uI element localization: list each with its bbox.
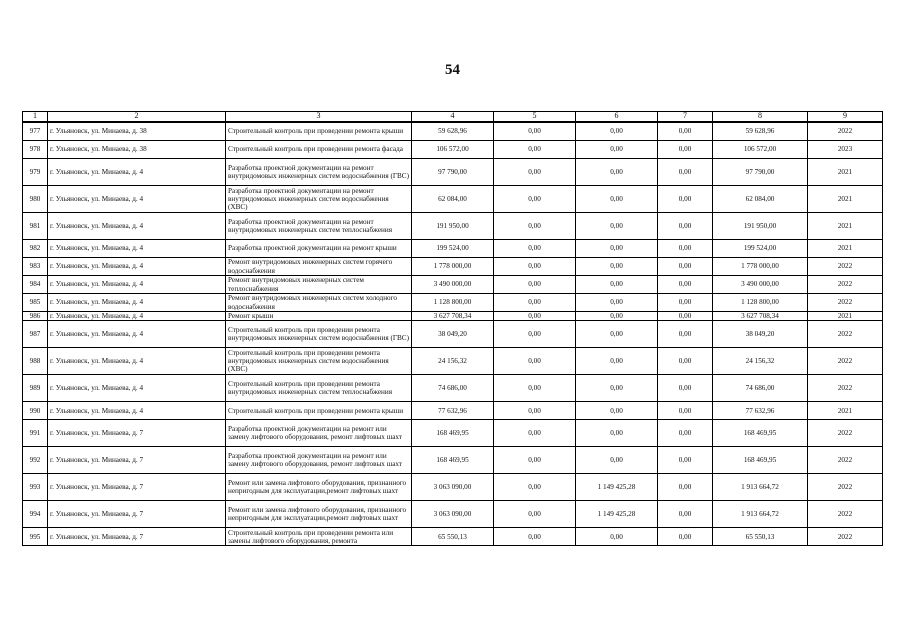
year-cell: 2022 — [808, 294, 883, 312]
budget-cost-cell: 0,00 — [576, 213, 658, 240]
owner-funds-cell: 62 084,00 — [713, 186, 808, 213]
year-cell: 2022 — [808, 348, 883, 375]
table-row — [23, 276, 883, 294]
row-number: 978 — [23, 141, 48, 159]
owner-funds-cell: 3 627 708,34 — [713, 312, 808, 321]
year-cell: 2022 — [808, 321, 883, 348]
total-cost-cell: 65 550,13 — [412, 528, 494, 546]
fund-cost-cell: 0,00 — [494, 122, 576, 141]
budget-cost-cell: 0,00 — [576, 528, 658, 546]
address-cell: г. Ульяновск, ул. Минаева, д. 4 — [48, 186, 226, 213]
owner-funds-cell: 97 790,00 — [713, 159, 808, 186]
table-row — [23, 447, 883, 474]
work-type-cell: Разработка проектной документации на ремонт крыши — [226, 240, 412, 258]
budget-cost-cell: 0,00 — [576, 312, 658, 321]
fund-cost-cell: 0,00 — [494, 402, 576, 420]
header-cell: 2 — [48, 112, 226, 123]
total-cost-cell: 1 128 800,00 — [412, 294, 494, 312]
fund-cost-cell: 0,00 — [494, 312, 576, 321]
local-budget-cell: 0,00 — [658, 294, 713, 312]
header-cell: 4 — [412, 112, 494, 123]
work-type-cell: Строительный контроль при проведении ремонта внутридомовых инженерных систем водоснабжения (ХВС) — [226, 348, 412, 375]
year-cell: 2022 — [808, 528, 883, 546]
owner-funds-cell: 24 156,32 — [713, 348, 808, 375]
row-number: 994 — [23, 501, 48, 528]
year-cell: 2021 — [808, 240, 883, 258]
local-budget-cell: 0,00 — [658, 186, 713, 213]
budget-cost-cell: 0,00 — [576, 276, 658, 294]
budget-cost-cell: 0,00 — [576, 141, 658, 159]
address-cell: г. Ульяновск, ул. Минаева, д. 38 — [48, 122, 226, 141]
work-type-cell: Разработка проектной документации на ремонт внутридомовых инженерных систем теплоснабжения — [226, 213, 412, 240]
local-budget-cell: 0,00 — [658, 122, 713, 141]
table-row — [23, 213, 883, 240]
year-cell: 2022 — [808, 375, 883, 402]
address-cell: г. Ульяновск, ул. Минаева, д. 4 — [48, 375, 226, 402]
header-cell: 1 — [23, 112, 48, 123]
row-number: 981 — [23, 213, 48, 240]
work-type-cell: Строительный контроль при проведении ремонта внутридомовых инженерных систем теплоснабжения — [226, 375, 412, 402]
row-number: 991 — [23, 420, 48, 447]
address-cell: г. Ульяновск, ул. Минаева, д. 7 — [48, 447, 226, 474]
address-cell: г. Ульяновск, ул. Минаева, д. 4 — [48, 276, 226, 294]
owner-funds-cell: 3 490 000,00 — [713, 276, 808, 294]
table-row — [23, 294, 883, 312]
total-cost-cell: 74 686,00 — [412, 375, 494, 402]
budget-cost-cell: 0,00 — [576, 420, 658, 447]
owner-funds-cell: 1 913 664,72 — [713, 474, 808, 501]
work-type-cell: Строительный контроль при проведении ремонта фасада — [226, 141, 412, 159]
header-cell: 5 — [494, 112, 576, 123]
table-row — [23, 258, 883, 276]
owner-funds-cell: 191 950,00 — [713, 213, 808, 240]
table-row — [23, 122, 883, 141]
row-number: 980 — [23, 186, 48, 213]
fund-cost-cell: 0,00 — [494, 294, 576, 312]
address-cell: г. Ульяновск, ул. Минаева, д. 4 — [48, 240, 226, 258]
table-row — [23, 240, 883, 258]
header-cell: 9 — [808, 112, 883, 123]
year-cell: 2021 — [808, 213, 883, 240]
local-budget-cell: 0,00 — [658, 348, 713, 375]
address-cell: г. Ульяновск, ул. Минаева, д. 4 — [48, 258, 226, 276]
fund-cost-cell: 0,00 — [494, 528, 576, 546]
year-cell: 2022 — [808, 420, 883, 447]
header-cell: 3 — [226, 112, 412, 123]
work-type-cell: Строительный контроль при проведении ремонта внутридомовых инженерных систем водоснабжения (ГВС) — [226, 321, 412, 348]
year-cell: 2021 — [808, 312, 883, 321]
fund-cost-cell: 0,00 — [494, 240, 576, 258]
work-type-cell: Ремонт внутридомовых инженерных систем горячего водоснабжения — [226, 258, 412, 276]
work-type-cell: Ремонт крыши — [226, 312, 412, 321]
row-number: 990 — [23, 402, 48, 420]
total-cost-cell: 24 156,32 — [412, 348, 494, 375]
budget-cost-cell: 1 149 425,28 — [576, 501, 658, 528]
address-cell: г. Ульяновск, ул. Минаева, д. 7 — [48, 420, 226, 447]
table-row — [23, 474, 883, 501]
row-number: 989 — [23, 375, 48, 402]
address-cell: г. Ульяновск, ул. Минаева, д. 4 — [48, 294, 226, 312]
total-cost-cell: 106 572,00 — [412, 141, 494, 159]
table-row — [23, 375, 883, 402]
work-type-cell: Разработка проектной документации на ремонт или замену лифтового оборудования, ремонт лифтовых шахт — [226, 447, 412, 474]
budget-cost-cell: 0,00 — [576, 375, 658, 402]
work-type-cell: Ремонт внутридомовых инженерных систем холодного водоснабжения — [226, 294, 412, 312]
local-budget-cell: 0,00 — [658, 276, 713, 294]
year-cell: 2022 — [808, 276, 883, 294]
owner-funds-cell: 1 913 664,72 — [713, 501, 808, 528]
local-budget-cell: 0,00 — [658, 141, 713, 159]
local-budget-cell: 0,00 — [658, 528, 713, 546]
total-cost-cell: 191 950,00 — [412, 213, 494, 240]
fund-cost-cell: 0,00 — [494, 420, 576, 447]
local-budget-cell: 0,00 — [658, 375, 713, 402]
total-cost-cell: 168 469,95 — [412, 420, 494, 447]
page-number: 54 — [445, 62, 460, 78]
header-cell: 8 — [713, 112, 808, 123]
work-type-cell: Разработка проектной документации на ремонт внутридомовых инженерных систем водоснабжения (ХВС) — [226, 186, 412, 213]
total-cost-cell: 97 790,00 — [412, 159, 494, 186]
row-number: 995 — [23, 528, 48, 546]
address-cell: г. Ульяновск, ул. Минаева, д. 4 — [48, 321, 226, 348]
row-number: 979 — [23, 159, 48, 186]
budget-cost-cell: 0,00 — [576, 402, 658, 420]
row-number: 993 — [23, 474, 48, 501]
address-cell: г. Ульяновск, ул. Минаева, д. 38 — [48, 141, 226, 159]
table-row — [23, 528, 883, 546]
year-cell: 2022 — [808, 122, 883, 141]
fund-cost-cell: 0,00 — [494, 447, 576, 474]
total-cost-cell: 3 490 000,00 — [412, 276, 494, 294]
total-cost-cell: 38 049,20 — [412, 321, 494, 348]
total-cost-cell: 3 063 090,00 — [412, 501, 494, 528]
owner-funds-cell: 168 469,95 — [713, 447, 808, 474]
year-cell: 2023 — [808, 141, 883, 159]
owner-funds-cell: 74 686,00 — [713, 375, 808, 402]
table-row — [23, 321, 883, 348]
fund-cost-cell: 0,00 — [494, 213, 576, 240]
work-type-cell: Разработка проектной документации на ремонт внутридомовых инженерных систем водоснабжения (ГВС) — [226, 159, 412, 186]
fund-cost-cell: 0,00 — [494, 276, 576, 294]
row-number: 988 — [23, 348, 48, 375]
fund-cost-cell: 0,00 — [494, 159, 576, 186]
address-cell: г. Ульяновск, ул. Минаева, д. 7 — [48, 501, 226, 528]
total-cost-cell: 3 063 090,00 — [412, 474, 494, 501]
work-type-cell: Ремонт или замена лифтового оборудования, признанного непригодным для эксплуатации,ремонт лифтовых шахт — [226, 474, 412, 501]
table-row — [23, 141, 883, 159]
budget-cost-cell: 0,00 — [576, 122, 658, 141]
total-cost-cell: 3 627 708,34 — [412, 312, 494, 321]
table-row — [23, 420, 883, 447]
header-cell: 6 — [576, 112, 658, 123]
year-cell: 2022 — [808, 447, 883, 474]
owner-funds-cell: 106 572,00 — [713, 141, 808, 159]
total-cost-cell: 59 628,96 — [412, 122, 494, 141]
address-cell: г. Ульяновск, ул. Минаева, д. 4 — [48, 348, 226, 375]
local-budget-cell: 0,00 — [658, 258, 713, 276]
budget-cost-cell: 0,00 — [576, 321, 658, 348]
fund-cost-cell: 0,00 — [494, 375, 576, 402]
owner-funds-cell: 1 778 000,00 — [713, 258, 808, 276]
table-row — [23, 186, 883, 213]
budget-cost-cell: 1 149 425,28 — [576, 474, 658, 501]
work-type-cell: Ремонт внутридомовых инженерных систем теплоснабжения — [226, 276, 412, 294]
local-budget-cell: 0,00 — [658, 474, 713, 501]
owner-funds-cell: 38 049,20 — [713, 321, 808, 348]
work-type-cell: Разработка проектной документации на ремонт или замену лифтового оборудования, ремонт лифтовых шахт — [226, 420, 412, 447]
local-budget-cell: 0,00 — [658, 447, 713, 474]
row-number: 985 — [23, 294, 48, 312]
fund-cost-cell: 0,00 — [494, 258, 576, 276]
owner-funds-cell: 65 550,13 — [713, 528, 808, 546]
address-cell: г. Ульяновск, ул. Минаева, д. 4 — [48, 312, 226, 321]
address-cell: г. Ульяновск, ул. Минаева, д. 7 — [48, 474, 226, 501]
work-type-cell: Строительный контроль при проведении ремонта крыши — [226, 402, 412, 420]
work-type-cell: Строительный контроль при проведении ремонта или замены лифтового оборудования, ремонта — [226, 528, 412, 546]
total-cost-cell: 77 632,96 — [412, 402, 494, 420]
row-number: 983 — [23, 258, 48, 276]
fund-cost-cell: 0,00 — [494, 186, 576, 213]
owner-funds-cell: 168 469,95 — [713, 420, 808, 447]
year-cell: 2021 — [808, 402, 883, 420]
budget-cost-cell: 0,00 — [576, 348, 658, 375]
address-cell: г. Ульяновск, ул. Минаева, д. 4 — [48, 213, 226, 240]
local-budget-cell: 0,00 — [658, 312, 713, 321]
fund-cost-cell: 0,00 — [494, 474, 576, 501]
fund-cost-cell: 0,00 — [494, 348, 576, 375]
header-row — [23, 112, 883, 123]
table-row — [23, 402, 883, 420]
year-cell: 2022 — [808, 258, 883, 276]
fund-cost-cell: 0,00 — [494, 321, 576, 348]
address-cell: г. Ульяновск, ул. Минаева, д. 4 — [48, 402, 226, 420]
budget-cost-cell: 0,00 — [576, 294, 658, 312]
address-cell: г. Ульяновск, ул. Минаева, д. 4 — [48, 159, 226, 186]
local-budget-cell: 0,00 — [658, 420, 713, 447]
budget-cost-cell: 0,00 — [576, 159, 658, 186]
capital-repair-table — [22, 111, 883, 546]
header-cell: 7 — [658, 112, 713, 123]
owner-funds-cell: 1 128 800,00 — [713, 294, 808, 312]
owner-funds-cell: 199 524,00 — [713, 240, 808, 258]
local-budget-cell: 0,00 — [658, 402, 713, 420]
year-cell: 2022 — [808, 474, 883, 501]
table-row — [23, 348, 883, 375]
table-row — [23, 159, 883, 186]
fund-cost-cell: 0,00 — [494, 501, 576, 528]
owner-funds-cell: 77 632,96 — [713, 402, 808, 420]
fund-cost-cell: 0,00 — [494, 141, 576, 159]
table-row — [23, 312, 883, 321]
budget-cost-cell: 0,00 — [576, 258, 658, 276]
year-cell: 2022 — [808, 501, 883, 528]
work-type-cell: Ремонт или замена лифтового оборудования, признанного непригодным для эксплуатации,ремонт лифтовых шахт — [226, 501, 412, 528]
budget-cost-cell: 0,00 — [576, 186, 658, 213]
row-number: 992 — [23, 447, 48, 474]
budget-cost-cell: 0,00 — [576, 447, 658, 474]
row-number: 986 — [23, 312, 48, 321]
budget-cost-cell: 0,00 — [576, 240, 658, 258]
total-cost-cell: 168 469,95 — [412, 447, 494, 474]
table-row — [23, 501, 883, 528]
local-budget-cell: 0,00 — [658, 501, 713, 528]
local-budget-cell: 0,00 — [658, 213, 713, 240]
local-budget-cell: 0,00 — [658, 321, 713, 348]
work-type-cell: Строительный контроль при проведении ремонта крыши — [226, 122, 412, 141]
row-number: 982 — [23, 240, 48, 258]
owner-funds-cell: 59 628,96 — [713, 122, 808, 141]
total-cost-cell: 62 084,00 — [412, 186, 494, 213]
total-cost-cell: 1 778 000,00 — [412, 258, 494, 276]
address-cell: г. Ульяновск, ул. Минаева, д. 7 — [48, 528, 226, 546]
year-cell: 2021 — [808, 159, 883, 186]
year-cell: 2021 — [808, 186, 883, 213]
row-number: 987 — [23, 321, 48, 348]
local-budget-cell: 0,00 — [658, 159, 713, 186]
row-number: 977 — [23, 122, 48, 141]
local-budget-cell: 0,00 — [658, 240, 713, 258]
row-number: 984 — [23, 276, 48, 294]
total-cost-cell: 199 524,00 — [412, 240, 494, 258]
